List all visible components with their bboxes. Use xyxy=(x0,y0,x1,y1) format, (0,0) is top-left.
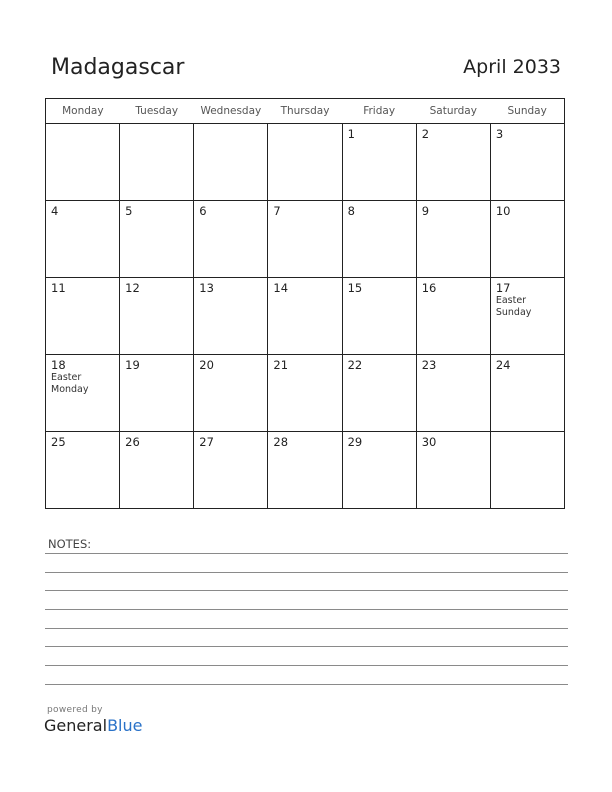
day-cell xyxy=(268,201,342,278)
notes-line xyxy=(45,572,568,573)
day-number: 10 xyxy=(495,204,511,218)
notes-line xyxy=(45,665,568,666)
week-row xyxy=(46,432,565,509)
day-number: 16 xyxy=(421,281,437,295)
day-cell xyxy=(46,278,120,355)
day-cell xyxy=(268,432,342,509)
notes-line xyxy=(45,553,568,554)
day-number: 20 xyxy=(199,358,214,372)
holiday-label: Easter Monday xyxy=(51,372,89,395)
day-cell xyxy=(120,278,194,355)
day-cell xyxy=(268,355,342,432)
day-cell xyxy=(194,278,268,355)
weekday-wednesday: Wednesday xyxy=(194,99,268,124)
day-number: 18 xyxy=(51,358,66,372)
day-cell xyxy=(490,124,564,201)
day-cell xyxy=(194,201,268,278)
day-number: 14 xyxy=(273,281,289,295)
day-cell xyxy=(120,124,194,201)
week-row xyxy=(46,201,565,278)
day-cell xyxy=(490,432,564,509)
day-cell xyxy=(490,201,564,278)
week-row xyxy=(46,124,565,201)
day-cell xyxy=(120,201,194,278)
day-number: 6 xyxy=(199,204,207,218)
weekday-friday: Friday xyxy=(342,99,416,124)
day-number: 7 xyxy=(273,204,281,218)
generalblue-logo[interactable] xyxy=(44,716,142,735)
day-cell xyxy=(194,124,268,201)
day-number: 25 xyxy=(51,435,66,449)
day-cell xyxy=(120,355,194,432)
weekday-header-row xyxy=(46,99,565,124)
notes-label: NOTES: xyxy=(48,537,92,551)
day-cell xyxy=(194,355,268,432)
day-cell xyxy=(268,278,342,355)
day-number: 29 xyxy=(347,435,363,449)
day-cell xyxy=(342,124,416,201)
notes-line xyxy=(45,646,568,647)
calendar-grid xyxy=(45,98,565,509)
weekday-saturday: Saturday xyxy=(416,99,490,124)
day-cell xyxy=(120,432,194,509)
day-cell xyxy=(416,355,490,432)
weekday-sunday: Sunday xyxy=(490,99,564,124)
notes-line xyxy=(45,609,568,610)
notes-line xyxy=(45,590,568,591)
day-number: 9 xyxy=(421,204,430,218)
day-number: 11 xyxy=(51,281,66,295)
day-number: 15 xyxy=(347,281,363,295)
day-cell xyxy=(342,432,416,509)
day-number: 13 xyxy=(199,281,214,295)
day-cell xyxy=(46,124,120,201)
day-number: 21 xyxy=(273,358,289,372)
day-cell xyxy=(342,201,416,278)
day-number: 12 xyxy=(125,281,140,295)
day-number: 23 xyxy=(421,358,437,372)
day-number: 30 xyxy=(421,435,437,449)
day-cell xyxy=(416,432,490,509)
day-cell xyxy=(342,355,416,432)
day-number: 8 xyxy=(347,204,355,218)
weekday-monday: Monday xyxy=(46,99,120,124)
day-cell xyxy=(416,201,490,278)
day-number: 17 xyxy=(495,281,511,295)
weekday-thursday: Thursday xyxy=(268,99,342,124)
month-title: April 2033 xyxy=(463,56,561,78)
week-row xyxy=(46,355,565,432)
day-number: 5 xyxy=(125,204,133,218)
day-cell xyxy=(268,124,342,201)
day-number: 19 xyxy=(125,358,140,372)
day-cell xyxy=(46,201,120,278)
notes-line xyxy=(45,684,568,685)
country-title: Madagascar xyxy=(51,55,185,80)
day-cell xyxy=(342,278,416,355)
day-cell xyxy=(490,278,564,355)
notes-line xyxy=(45,628,568,629)
day-number: 28 xyxy=(273,435,289,449)
day-cell xyxy=(194,432,268,509)
day-number: 24 xyxy=(495,358,511,372)
day-number: 22 xyxy=(347,358,363,372)
weekday-tuesday: Tuesday xyxy=(120,99,194,124)
day-cell xyxy=(416,278,490,355)
day-number: 26 xyxy=(125,435,140,449)
powered-by-text: powered by xyxy=(47,705,103,715)
brand-general-text: General xyxy=(44,716,108,735)
day-number: 27 xyxy=(199,435,214,449)
brand-blue-text: Blue xyxy=(107,716,143,735)
week-row xyxy=(46,278,565,355)
holiday-label: Easter Sunday xyxy=(495,295,532,318)
day-number: 3 xyxy=(495,127,504,141)
day-cell xyxy=(416,124,490,201)
day-cell xyxy=(46,432,120,509)
day-number: 4 xyxy=(51,204,59,218)
day-cell xyxy=(46,355,120,432)
day-number: 1 xyxy=(347,127,355,141)
day-number: 2 xyxy=(421,127,430,141)
day-cell xyxy=(490,355,564,432)
